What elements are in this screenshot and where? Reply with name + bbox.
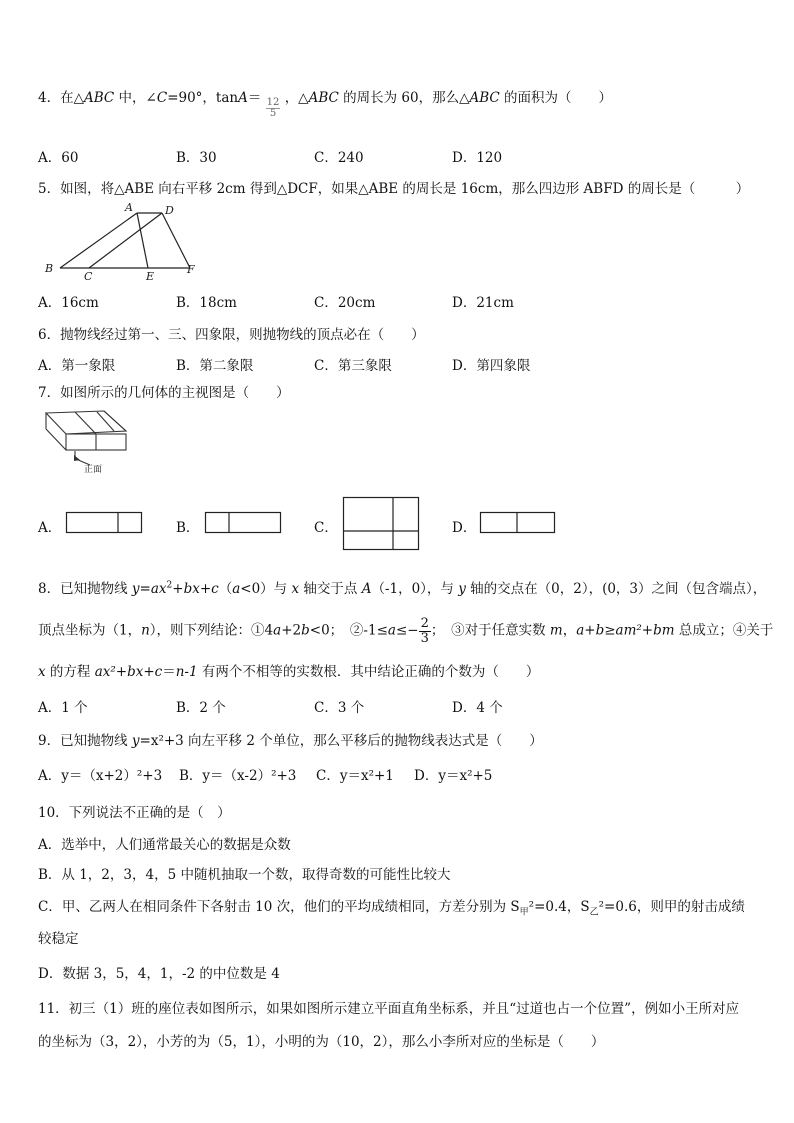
front-view-label: 正面: [84, 465, 103, 475]
q7-solid-figure: [40, 403, 132, 475]
q10-option-b: B．从 1，2，3，4，5 中随机抽取一个数，取得奇数的可能性比较大: [38, 867, 451, 883]
q4-option-c: C．240: [314, 150, 364, 166]
q7-option-a-label: A．: [38, 520, 62, 536]
q9-option-a: A．y＝（x+2）²+3: [38, 768, 163, 784]
q7-option-d-figure: [478, 510, 558, 536]
label-f: F: [187, 263, 195, 276]
q4-option-b: B．30: [176, 150, 217, 166]
q4-option-a: A．60: [38, 150, 79, 166]
q6-option-c: C．第三象限: [314, 358, 392, 374]
q6-option-b: B．第二象限: [176, 358, 254, 374]
q6-option-d: D．第四象限: [452, 358, 531, 374]
q7-option-c-figure: [341, 495, 421, 553]
q7-option-d-label: D．: [452, 520, 477, 536]
q10-option-c-line1: C．甲、乙两人在相同条件下各射击 10 次，他们的平均成绩相同，方差分别为 $S_甲^2=0.4$，$S_乙^2=0.6$，则甲的射击成绩: [38, 899, 745, 918]
q11-line1: 11．初三（1）班的座位表如图所示，如果如图所示建立平面直角坐标系，并且“过道也占一个位置”，例如小王所对应: [38, 1001, 740, 1017]
q7-stem: 7．如图所示的几何体的主视图是（ ）: [38, 385, 290, 401]
q7-option-a-figure: [64, 510, 144, 536]
q5-option-d: D．21cm: [452, 295, 514, 311]
q8-option-b: B．2 个: [176, 700, 226, 716]
q8-option-a: A．1 个: [38, 700, 88, 716]
q10-stem: 10．下列说法不正确的是（ ）: [38, 805, 231, 821]
q5-option-a: A．16cm: [38, 295, 99, 311]
q8-line1: 8．已知抛物线 $y=ax^2+bx+c(a<0)$与 x 轴交于点 A（-1，0），与 y 轴的交点在（0，2），(0，3）之间（包含端点），: [38, 580, 767, 597]
q7-option-b-label: B．: [176, 520, 200, 536]
q8-line3: x 的方程 ax²+bx+c＝n-1 有两个不相等的实数根．其中结论正确的个数为（ ）: [38, 664, 540, 680]
q7-option-c-label: C．: [314, 520, 338, 536]
q10-option-d: D．数据 3，5，4，1，-2 的中位数是 4: [38, 966, 280, 982]
q6-stem: 6．抛物线经过第一、三、四象限，则抛物线的顶点必在（ ）: [38, 327, 425, 343]
label-a: A: [125, 201, 133, 214]
q10-option-c-line2: 较稳定: [38, 931, 79, 947]
label-d: D: [165, 204, 174, 217]
q8-option-c: C．3 个: [314, 700, 365, 716]
q8-line2: 顶点坐标为（1，n），则下列结论：①4a+2b<0； ②-1≤a≤− $\frac{2}{3}$； ③对于任意实数 m，a+b≥am²+bm 总成立；④关于: [38, 616, 774, 646]
q4-stem: 4．在△ABC 中，∠C=90°，tanA＝ $\frac{12}{5}$ ，△ABC 的周长为 60，那么△ABC 的面积为（ ）: [38, 90, 613, 119]
q4-option-d: D．120: [452, 150, 503, 166]
label-c: C: [84, 270, 93, 283]
q8-fraction: $\frac{2}{3}$: [420, 616, 429, 646]
q6-option-a: A．第一象限: [38, 358, 116, 374]
q11-line2: 的坐标为（3，2），小芳的为（5，1），小明的为（10，2），那么小李所对应的坐标是（ ）: [38, 1034, 605, 1050]
label-b: B: [45, 262, 54, 275]
q8-option-d: D．4 个: [452, 700, 503, 716]
q5-option-c: C．20cm: [314, 295, 376, 311]
q9-option-c: C．y＝x²+1: [316, 768, 394, 784]
q5-option-b: B．18cm: [176, 295, 237, 311]
q4-fraction: $\frac{12}{5}$: [266, 97, 280, 119]
label-e: E: [146, 270, 155, 283]
q7-option-b-figure: [203, 510, 283, 536]
q9-stem: 9．已知抛物线 y=x²+3 向左平移 2 个单位，那么平移后的抛物线表达式是（ ）: [38, 733, 543, 749]
q5-translation-figure: [40, 200, 210, 286]
q9-option-d: D．y＝x²+5: [414, 768, 493, 784]
q9-option-b: B．y＝（x-2）²+3: [179, 768, 297, 784]
q5-stem: 5．如图，将△ABE 向右平移 2cm 得到△DCF，如果△ABE 的周长是 16cm，那么四边形 ABFD 的周长是（ ）: [38, 181, 750, 197]
q10-option-a: A．选举中，人们通常最关心的数据是众数: [38, 837, 291, 853]
